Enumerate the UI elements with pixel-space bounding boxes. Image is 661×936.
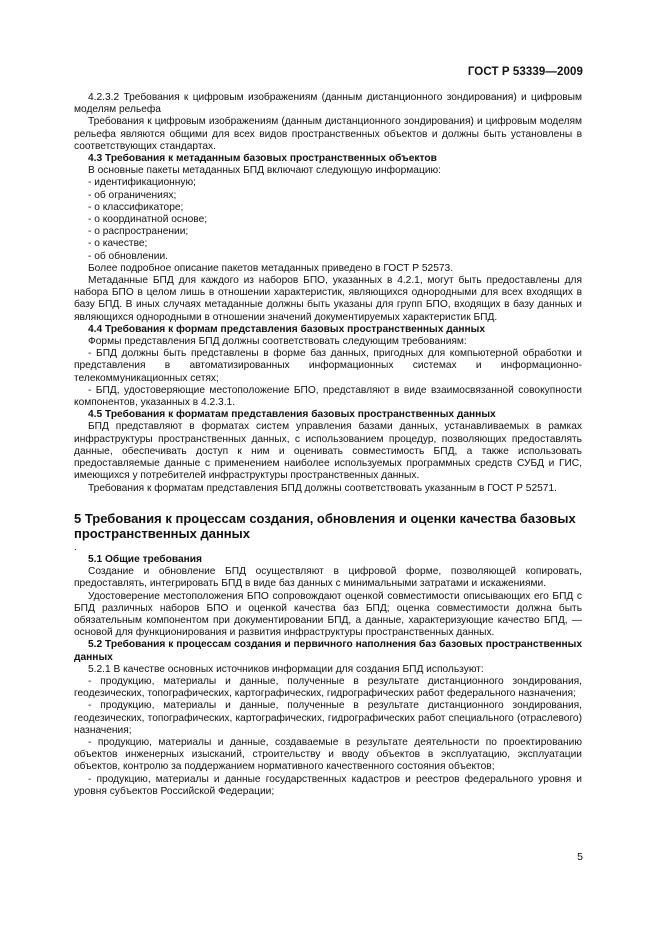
paragraph-4-2-3-2: 4.2.3.2 Требования к цифровым изображениям (данным дистанционного зондирования) и цифровым моделям рельефа <box>74 92 582 116</box>
paragraph: Метаданные БПД для каждого из наборов БПО, указанных в 4.2.1, могут быть предоставлены для набора БПО в целом лишь в отношении характеристик, являющихся однородными для всех входящих в базу БПД. В иных случаях метаданные должны быть указаны для групп БПО, входящих в базу данных и являющихся однородными в отношении значений документируемых характеристик БПД. <box>74 275 582 323</box>
section-5-heading: 5 Требования к процессам создания, обновления и оценки качества базовых пространственных данных <box>74 510 576 542</box>
paragraph: Требования к форматам представления БПД должны соответствовать указанным в ГОСТ Р 52571. <box>88 482 557 494</box>
list-item: - о классификаторе; <box>88 201 184 213</box>
document-body <box>74 92 582 798</box>
paragraph: В основные пакеты метаданных БПД включают следующую информацию: <box>88 165 441 177</box>
list-item: - продукцию, материалы и данные государственных кадастров и реестров федерального уровня и уровня субъектов Российской Федерации; <box>74 773 582 797</box>
heading-4-5: 4.5 Требования к форматам представления базовых пространственных данных <box>88 409 496 421</box>
list-item: - о координатной основе; <box>88 214 208 226</box>
page-number: 5 <box>577 851 583 863</box>
paragraph-5-2-1: 5.2.1 В качестве основных источников информации для создания БПД используют: <box>88 663 484 675</box>
list-item: - о качестве; <box>88 238 148 250</box>
heading-4-4: 4.4 Требования к формам представления базовых пространственных данных <box>88 323 486 335</box>
list-item: - идентификационную; <box>88 177 196 189</box>
paragraph: Требования к цифровым изображениям (данным дистанционного зондирования) и цифровым моделям рельефа являются общими для всех видов пространственных объектов и должны быть установлены в соответствующих стандартах. <box>74 116 582 152</box>
paragraph: Более подробное описание пакетов метаданных приведено в ГОСТ Р 52573. <box>88 262 454 274</box>
list-item: - об ограничениях; <box>88 189 177 201</box>
list-item: - об обновлении. <box>88 250 168 262</box>
paragraph: Удостоверение местоположения БПО сопровождают оценкой совместимости описывающих его БПД с БПД различных наборов БПО и оценкой качества баз БПД; оценка совместимости должна быть обязательным компонентом при документировании БПД, а данные, характеризующие качество БПД, — основой для функционирования и развития инфраструктуры пространственных данных. <box>74 590 582 639</box>
paragraph: Создание и обновление БПД осуществляют в цифровой форме, позволяющей копировать, предоставлять, интегрировать БПД в виде баз данных с минимальными затратами и искажениями. <box>74 566 582 590</box>
paragraph: Формы представления БПД должны соответствовать следующим требованиям: <box>88 336 467 348</box>
list-item: - БПД, удостоверяющие местоположение БПО, представляют в виде взаимосвязанной совокупности компонентов, указанных в 4.2.3.1. <box>74 384 582 409</box>
heading-5-1: 5.1 Общие требования <box>88 553 202 565</box>
list-item: - продукцию, материалы и данные, создаваемые в результате деятельности по проектированию объектов инженерных изысканий, строительству и вводу объектов в эксплуатацию, эксплуатации объектов, контролю за поддержанием нормативного качественного состояния объектов; <box>74 736 582 773</box>
list-item: - о распространении; <box>88 226 189 238</box>
list-item: - продукцию, материалы и данные, полученные в результате дистанционного зондирования, геодезических, топографических, картографических, гидрографических работ специального (отраслевого) назначения; <box>74 700 582 736</box>
list-item: - БПД должны быть представлены в форме баз данных, пригодных для компьютерной обработки и представления в автоматизированных информационных системах и информационно-телекоммуникационных сетях; <box>74 348 582 384</box>
list-item: - продукцию, материалы и данные, полученные в результате дистанционного зондирования, геодезических, топографических, картографических, гидрографических работ федерального назначения; <box>74 675 582 700</box>
heading-5-2: 5.2 Требования к процессам создания и первичного наполнения баз базовых пространственных данных <box>74 639 582 663</box>
document-id-header: ГОСТ Р 53339—2009 <box>467 66 583 78</box>
heading-4-3: 4.3 Требования к метаданным базовых пространственных объектов <box>88 153 437 165</box>
paragraph: БПД представляют в форматах систем управления базами данных, устанавливаемых в рамках инфраструктуры пространственных данных, с использованием процедур, позволяющих предоставлять данные, обеспечивать доступ к ним и оценивать совместимость БПД, а также использовать предоставляемые данные с применением наиболее используемых программных средств СУБД и ГИС, имеющихся у потребителей инфраструктуры пространственных данных. <box>74 421 582 482</box>
stray-dot: . <box>74 541 77 553</box>
